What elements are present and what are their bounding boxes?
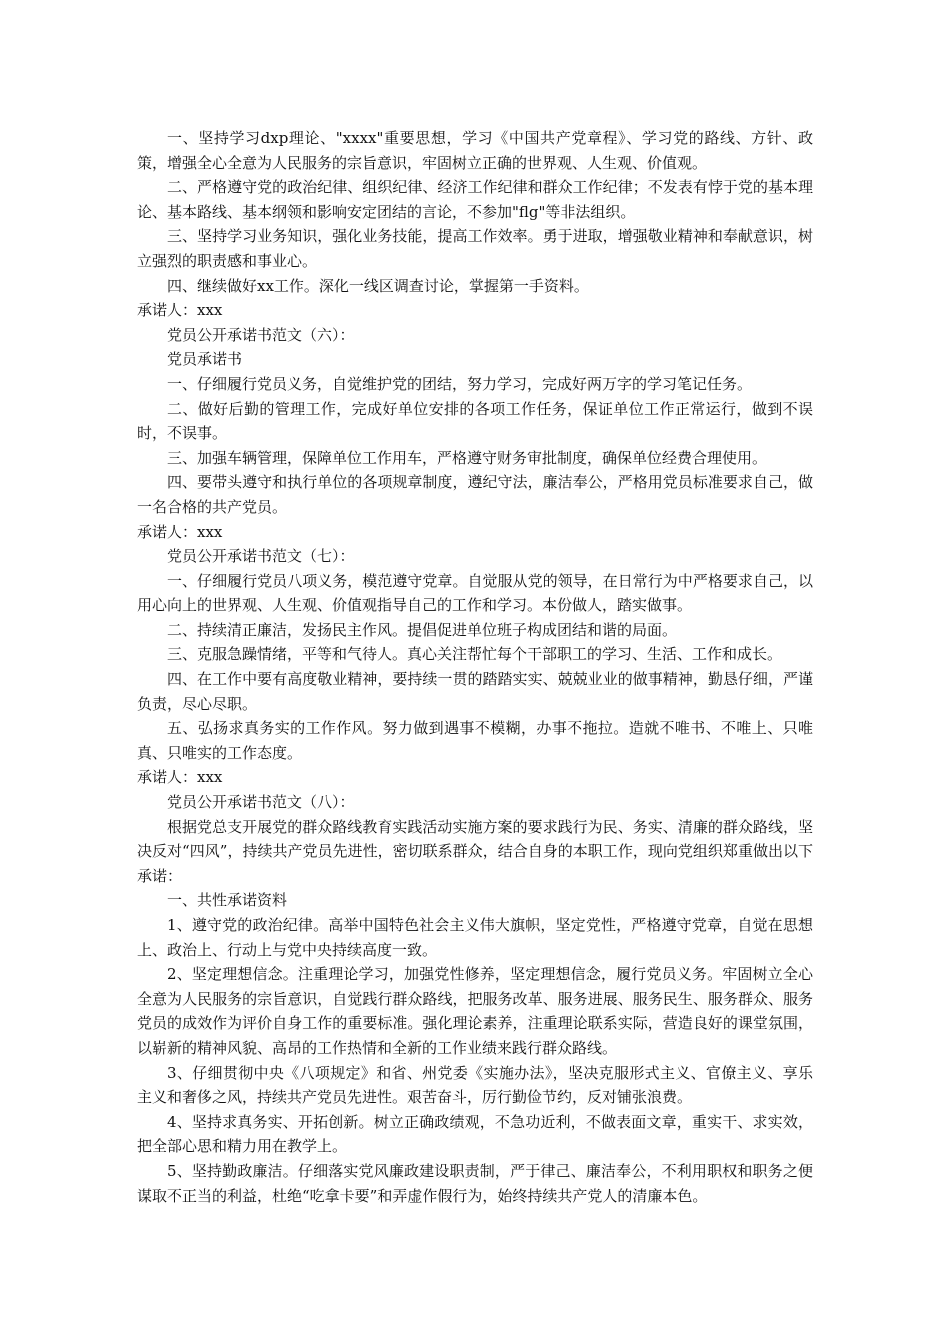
document-page (137, 126, 813, 1208)
paragraph: 2、坚定理想信念。注重理论学习，加强党性修养，坚定理想信念，履行党员义务。牢固树立全心全意为人民服务的宗旨意识，自觉践行群众路线，把服务改革、服务进展、服务民生、服务群众、服务党员的成效作为评价自身工作的重要标准。强化理论素养，注重理论联系实际，营造良好的课堂氛围，以崭新的精神风貌、高昂的工作热情和全新的工作业绩来践行群众路线。 (137, 965, 813, 1057)
section-heading: 党员公开承诺书范文（八）： (167, 793, 355, 812)
paragraph: 一、仔细履行党员八项义务，模范遵守党章。自觉服从党的领导，在日常行为中严格要求自己，以用心向上的世界观、人生观、价值观指导自己的工作和学习。本份做人，踏实做事。 (137, 571, 813, 615)
paragraph: 根据党总支开展党的群众路线教育实践活动实施方案的要求践行为民、务实、清廉的群众路线，坚决反对“四风”，持续共产党员先进性，密切联系群众，结合自身的本职工作，现向党组织郑重做出以下承诺： (137, 817, 813, 885)
section-subtitle: 党员承诺书 (167, 350, 243, 369)
paragraph: 三、克服急躁情绪，平等和气待人。真心关注帮忙每个干部职工的学习、生活、工作和成长。 (167, 645, 783, 664)
paragraph: 四、继续做好xx工作。深化一线区调查讨论，掌握第一手资料。 (167, 276, 589, 295)
signatory-line: 承诺人：xxx (137, 768, 223, 787)
paragraph: 三、加强车辆管理，保障单位工作用车，严格遵守财务审批制度，确保单位经费合理使用。 (167, 448, 768, 467)
paragraph: 1、遵守党的政治纪律。高举中国特色社会主义伟大旗帜，坚定党性，严格遵守党章，自觉在思想上、政治上、行动上与党中央持续高度一致。 (137, 916, 813, 959)
paragraph: 5、坚持勤政廉洁。仔细落实党风廉政建设职责制，严于律己、廉洁奉公，不利用职权和职务之便谋取不正当的利益，杜绝“吃拿卡要”和弄虚作假行为，始终持续共产党人的清廉本色。 (137, 1161, 813, 1205)
paragraph: 3、仔细贯彻中央《八项规定》和省、州党委《实施办法》，坚决克服形式主义、官僚主义、享乐主义和奢侈之风，持续共产党员先进性。艰苦奋斗，厉行勤俭节约，反对铺张浪费。 (137, 1063, 813, 1107)
paragraph: 三、坚持学习业务知识，强化业务技能，提高工作效率。勇于进取，增强敬业精神和奉献意识，树立强烈的职责感和事业心。 (137, 227, 813, 270)
paragraph: 二、严格遵守党的政治纪律、组织纪律、经济工作纪律和群众工作纪律；不发表有悖于党的基本理论、基本路线、基本纲领和影响安定团结的言论，不参加"flg"等非法组织。 (137, 178, 813, 221)
paragraph: 一、坚持学习dxp理论、"xxxx"重要思想，学习《中国共产党章程》、学习党的路线、方针、政策，增强全心全意为人民服务的宗旨意识，牢固树立正确的世界观、人生观、价值观。 (137, 129, 813, 172)
paragraph: 五、弘扬求真务实的工作作风。努力做到遇事不模糊，办事不拖拉。造就不唯书、不唯上、只唯真、只唯实的工作态度。 (137, 719, 813, 762)
paragraph: 四、要带头遵守和执行单位的各项规章制度，遵纪守法，廉洁奉公，严格用党员标准要求自己，做一名合格的共产党员。 (137, 473, 813, 516)
section-heading: 党员公开承诺书范文（七）： (167, 547, 355, 566)
paragraph: 一、仔细履行党员义务，自觉维护党的团结，努力学习，完成好两万字的学习笔记任务。 (167, 374, 753, 393)
paragraph: 4、坚持求真务实、开拓创新。树立正确政绩观，不急功近利，不做表面文章，重实干、求实效，把全部心思和精力用在教学上。 (137, 1112, 813, 1156)
signatory-line: 承诺人：xxx (137, 301, 223, 320)
paragraph: 四、在工作中要有高度敬业精神，要持续一贯的踏踏实实、兢兢业业的做事精神，勤恳仔细，严谨负责，尽心尽职。 (137, 670, 813, 713)
paragraph: 二、做好后勤的管理工作，完成好单位安排的各项工作任务，保证单位工作正常运行，做到不误时，不误事。 (137, 399, 813, 443)
section-subtitle: 一、共性承诺资料 (167, 891, 288, 910)
signatory-line: 承诺人：xxx (137, 522, 223, 541)
paragraph: 二、持续清正廉洁，发扬民主作风。提倡促进单位班子构成团结和谐的局面。 (167, 620, 678, 639)
section-heading: 党员公开承诺书范文（六）： (167, 325, 355, 344)
